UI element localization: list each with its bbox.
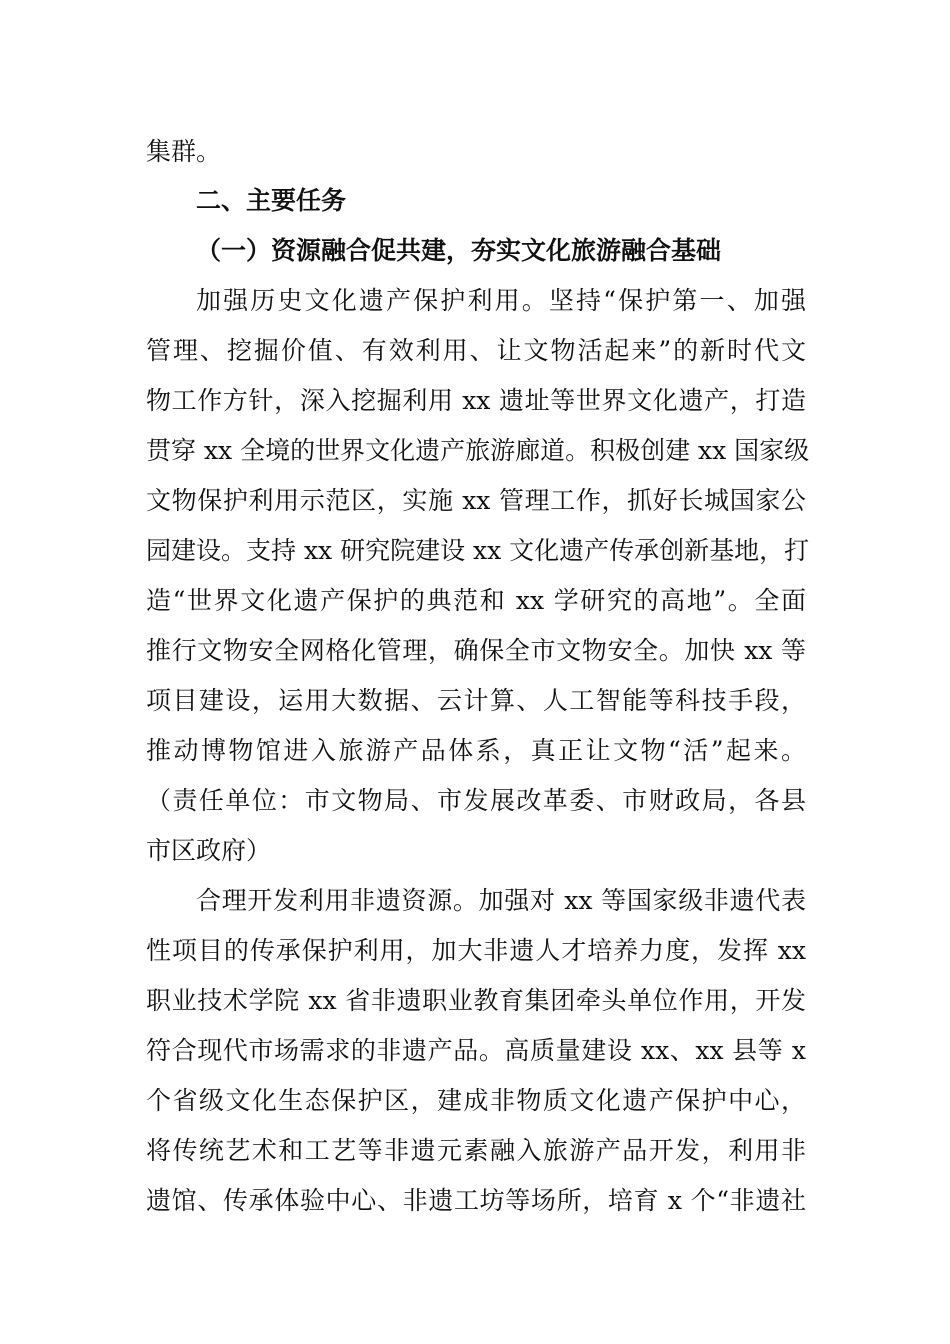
paragraph-line: 符合现代市场需求的非遗产品。高质量建设 xx、xx 县等 x — [146, 1036, 806, 1065]
carry-over-line: 集群。 — [146, 137, 222, 166]
paragraph-line: 项目建设，运用大数据、云计算、人工智能等科技手段， — [146, 686, 806, 715]
section-heading: 二、主要任务 — [196, 186, 347, 215]
paragraph-line: 遗馆、传承体验中心、非遗工坊等场所，培育 x 个“非遗社 — [146, 1186, 806, 1215]
paragraph-line: 物工作方针，深入挖掘利用 xx 遗址等世界文化遗产，打造 — [146, 386, 806, 415]
paragraph-line: 性项目的传承保护利用，加大非遗人才培养力度，发挥 xx — [146, 936, 806, 965]
paragraph-line: 园建设。支持 xx 研究院建设 xx 文化遗产传承创新基地，打 — [146, 536, 810, 565]
paragraph-line: 文物保护利用示范区，实施 xx 管理工作，抓好长城国家公 — [146, 486, 806, 515]
paragraph-line: 推动博物馆进入旅游产品体系，真正让文物“活”起来。 — [146, 736, 806, 765]
paragraph-line: 个省级文化生态保护区，建成非物质文化遗产保护中心， — [146, 1086, 806, 1115]
paragraph-line: 加强历史文化遗产保护利用。坚持“保护第一、加强 — [196, 286, 806, 315]
paragraph-line: 将传统艺术和工艺等非遗元素融入旅游产品开发，利用非 — [146, 1136, 806, 1165]
paragraph-line: 管理、挖掘价值、有效利用、让文物活起来”的新时代文 — [146, 336, 806, 365]
paragraph-line: 合理开发利用非遗资源。加强对 xx 等国家级非遗代表 — [196, 886, 806, 915]
subsection-heading: （一）资源融合促共建，夯实文化旅游融合基础 — [196, 236, 722, 265]
paragraph-line: 市区政府） — [146, 836, 272, 865]
paragraph-line: （责任单位：市文物局、市发展改革委、市财政局，各县 — [146, 786, 806, 815]
paragraph-line: 职业技术学院 xx 省非遗职业教育集团牵头单位作用，开发 — [146, 986, 806, 1015]
paragraph-line: 造“世界文化遗产保护的典范和 xx 学研究的高地”。全面 — [146, 586, 806, 615]
paragraph-line: 推行文物安全网格化管理，确保全市文物安全。加快 xx 等 — [146, 636, 806, 665]
paragraph-line: 贯穿 xx 全境的世界文化遗产旅游廊道。积极创建 xx 国家级 — [146, 436, 810, 465]
